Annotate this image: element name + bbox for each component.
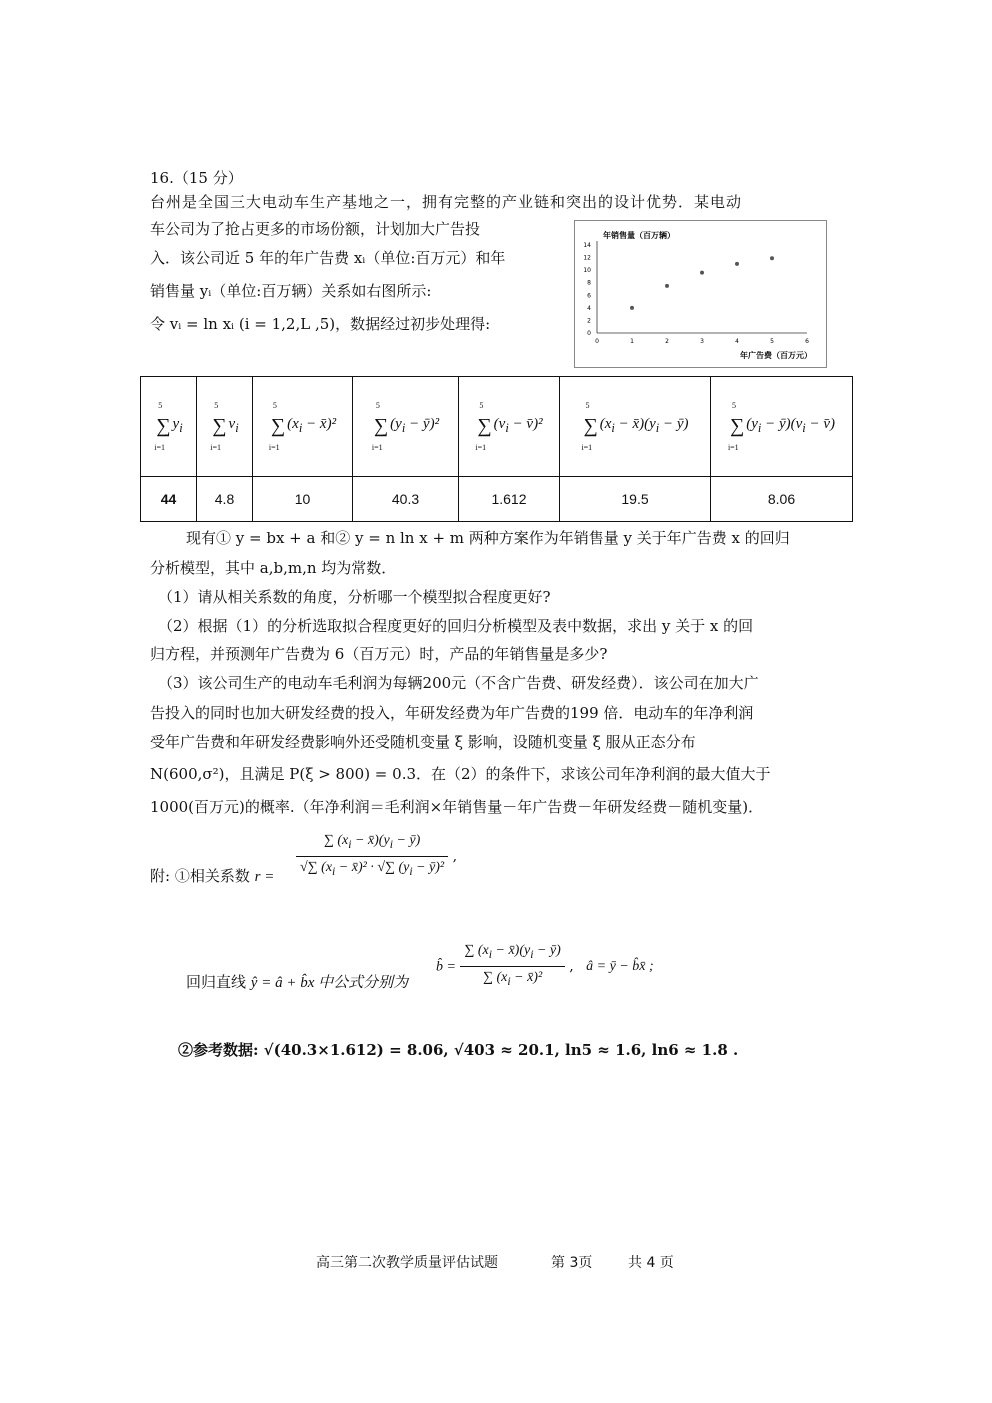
question-3-line-5: 1000(百万元)的概率.（年净利润＝毛利润×年销售量－年广告费－年研发经费－随机变量)． xyxy=(150,798,764,816)
footer-total: 共 4 页 xyxy=(628,1255,674,1271)
data-table xyxy=(140,376,853,522)
y-tick-label: 6 xyxy=(587,292,591,300)
chart-svg xyxy=(575,221,826,367)
r-denominator: √∑ ($x_i$ − x̄)² · √∑ ($y_i$ − ȳ)² xyxy=(300,859,445,878)
y-tick-label: 10 xyxy=(583,267,591,275)
table-cell: 10 xyxy=(253,476,353,521)
reference-data: ②参考数据: √(40.3×1.612) = 8.06, √403 ≈ 20.1, ln5 ≈ 1.6, ln6 ≈ 1.8 . xyxy=(178,1041,739,1059)
problem-heading: 16.（15 分） xyxy=(150,169,243,187)
y-tick-label: 12 xyxy=(583,254,591,262)
b-hat-numerator: ∑ ($x_i$ − $x̄)(y_i$ − ȳ) xyxy=(460,942,564,967)
scatter-chart xyxy=(574,220,827,368)
table-cell: 44 xyxy=(141,476,197,521)
data-point xyxy=(770,256,774,260)
question-2-line-1: （2）根据（1）的分析选取拟合程度更好的回归分析模型及表中数据，求出 y 关于 x 的回 xyxy=(158,617,754,635)
data-point xyxy=(700,271,704,275)
x-tick-label: 6 xyxy=(805,338,809,345)
x-tick-label: 2 xyxy=(665,338,669,345)
data-point xyxy=(665,284,669,288)
table-header-cell: 5 ∑ i=1 ($x_i$ − $x̄)(y_i$ − ȳ) xyxy=(560,377,711,477)
table-header-cell: 5 ∑ i=1 ($y_i$ − $ȳ)(v_i$ − v̄) xyxy=(711,377,853,477)
footer-title: 高三第二次教学质量评估试题 xyxy=(316,1255,498,1271)
appendix-text: 附: ①相关系数 xyxy=(150,867,250,885)
data-point xyxy=(735,262,739,266)
y-tick-label: 4 xyxy=(587,304,591,312)
r-numerator: ∑ ($x_i$ − $x̄)(y_i$ − ȳ) xyxy=(296,832,448,857)
appendix-label xyxy=(150,866,274,887)
question-3-line-4: N(600,σ²)，且满足 P(ξ > 800) = 0.3．在（2）的条件下，求该公司年净利润的最大值大于 xyxy=(150,765,771,783)
table-header-cell: 5 ∑ i=1 ($y_i$ − ȳ)² xyxy=(353,377,459,477)
x-tick-label: 0 xyxy=(595,338,599,345)
table-header-cell: 5 ∑ i=1 ($x_i$ − x̄)² xyxy=(253,377,353,477)
models-line-1: 现有① y = bx + a 和② y = n ln x + m 两种方案作为年销售量 y 关于年广告费 x 的回归 xyxy=(186,529,790,547)
chart-plot-area xyxy=(583,241,809,345)
table-header-row xyxy=(141,377,853,477)
r-formula: $\frac{\sum (x_i - x̄)(y_i - ȳ)}{√\sum (x_i - x̄)^2 \cdot √\sum (y_i - ȳ)^2}$ , xyxy=(296,832,457,881)
x-tick-label: 5 xyxy=(770,338,774,345)
y-tick-label: 2 xyxy=(587,317,591,325)
y-tick-label: 14 xyxy=(583,242,591,249)
b-hat-formula: b̂ = $\frac{\sum (x_i - x̄)(y_i - ȳ)}{\sum (x_i - x̄)^2}$ , â = ȳ − b̂x̄ ; xyxy=(436,942,654,991)
b-hat-symbol: b̂ = xyxy=(436,959,456,975)
chart-title: 年销售量（百万辆） xyxy=(603,231,675,240)
x-tick-label: 1 xyxy=(630,338,634,345)
intro-line-2: 车公司为了抢占更多的市场份额，计划加大广告投 xyxy=(150,220,481,238)
table-cell: 40.3 xyxy=(353,476,459,521)
b-hat-denominator: ∑ ($x_i$ − x̄)² xyxy=(483,969,543,988)
intro-line-4: 销售量 yᵢ（单位:百万辆）关系如右图所示: xyxy=(150,282,432,300)
table-cell: 4.8 xyxy=(197,476,253,521)
chart-xlabel: 年广告费（百万元） xyxy=(740,351,812,360)
y-tick-label: 0 xyxy=(587,330,591,337)
intro-line-3: 入．该公司近 5 年的年广告费 xᵢ（单位:百万元）和年 xyxy=(150,249,506,267)
table-cell: 1.612 xyxy=(459,476,560,521)
data-point xyxy=(630,306,634,310)
r-fraction xyxy=(296,832,448,881)
x-tick-label: 4 xyxy=(735,338,739,345)
question-3-line-3: 受年广告费和年研发经费影响外还受随机变量 ξ 影响，设随机变量 ξ 服从正态分布 xyxy=(150,733,696,751)
regression-label: 回归直线 xyxy=(186,973,247,991)
intro-line-5: 令 vᵢ = ln xᵢ (i = 1,2,L ,5)，数据经过初步处理得: xyxy=(150,315,491,333)
y-tick-label: 8 xyxy=(587,279,591,287)
question-2-line-2: 归方程，并预测年广告费为 6（百万元）时，产品的年销售量是多少? xyxy=(150,645,608,663)
regression-line xyxy=(186,972,408,993)
table-cell: 8.06 xyxy=(711,476,853,521)
b-hat-fraction xyxy=(460,942,564,991)
question-1: （1）请从相关系数的角度，分析哪一个模型拟合程度更好? xyxy=(158,588,551,606)
intro-line-1: 台州是全国三大电动车生产基地之一，拥有完整的产业链和突出的设计优势．某电动 xyxy=(150,193,743,211)
a-hat-formula: â = ȳ − b̂x̄ ; xyxy=(586,959,654,975)
table-header-cell: 5 ∑ i=1 $v_i$ xyxy=(197,377,253,477)
x-tick-label: 3 xyxy=(700,338,704,345)
table-header-cell: 5 ∑ i=1 $y_i$ xyxy=(141,377,197,477)
regression-equation: ŷ = â + b̂x 中公式分别为 xyxy=(250,975,409,991)
footer-page: 第 3页 xyxy=(551,1255,593,1271)
table-header-cell: 5 ∑ i=1 ($v_i$ − v̄)² xyxy=(459,377,560,477)
table-cell: 19.5 xyxy=(560,476,711,521)
question-3-line-1: （3）该公司生产的电动车毛利润为每辆200元（不含广告费、研发经费）．该公司在加大广 xyxy=(158,674,759,692)
table-value-row xyxy=(141,476,853,521)
models-line-2: 分析模型，其中 a,b,m,n 均为常数． xyxy=(150,559,397,577)
question-3-line-2: 告投入的同时也加大研发经费的投入，年研发经费为年广告费的199 倍．电动车的年净利润 xyxy=(150,704,754,722)
r-symbol: r = xyxy=(254,869,275,885)
